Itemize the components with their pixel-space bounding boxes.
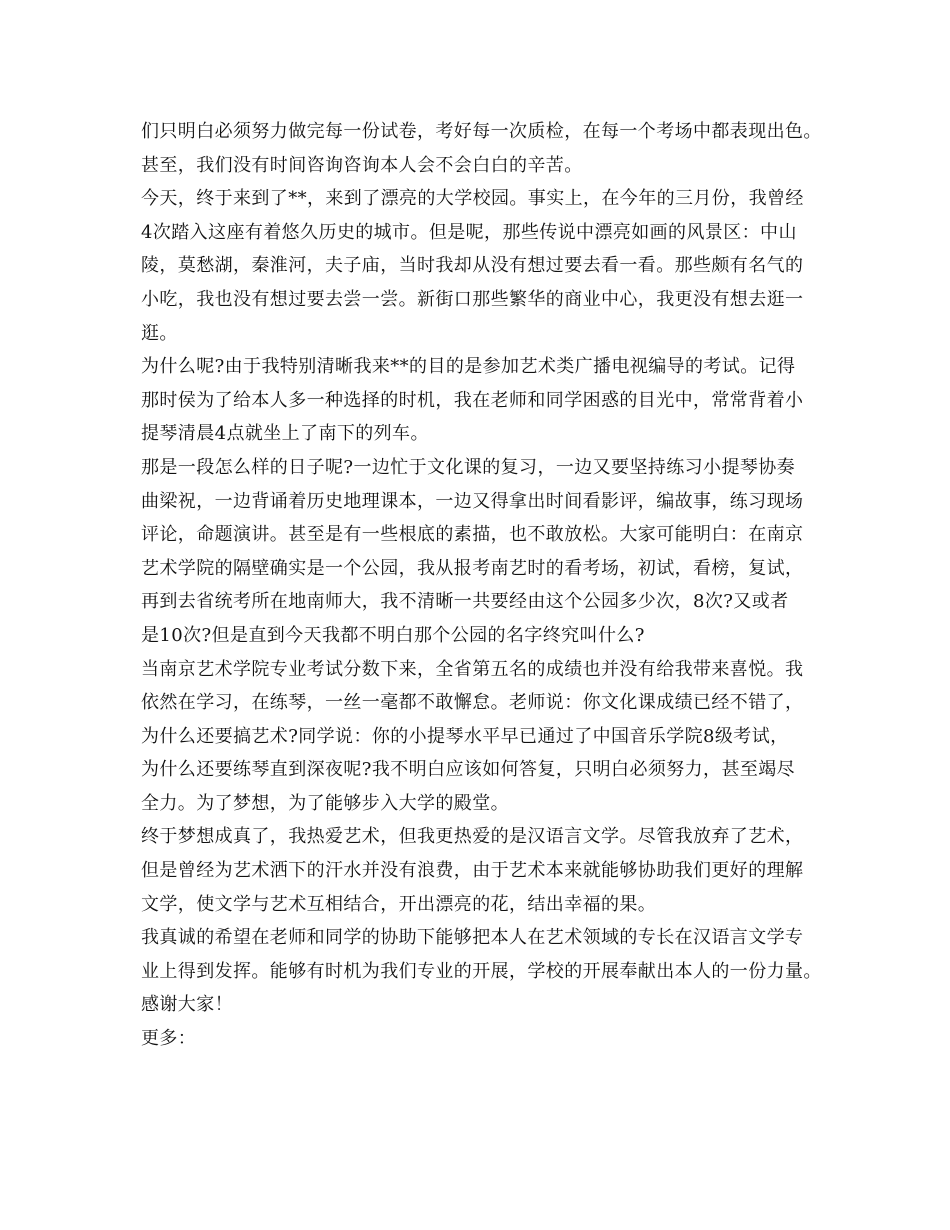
text-line: 终于梦想成真了，我热爱艺术，但我更热爱的是汉语言文学。尽管我放弃了艺术， bbox=[141, 826, 804, 848]
text-line: 是10次?但是直到今天我都不明白那个公园的名字终究叫什么? bbox=[141, 624, 645, 646]
text-line: 为什么还要搞艺术?同学说：你的小提琴水平早已通过了中国音乐学院8级考试， bbox=[141, 725, 789, 747]
text-line: 当南京艺术学院专业考试分数下来，全省第五名的成绩也并没有给我带来喜悦。我 bbox=[141, 658, 804, 680]
text-line: 全力。为了梦想，为了能够步入大学的殿堂。 bbox=[141, 792, 509, 814]
more-label: 更多： bbox=[141, 1028, 197, 1050]
text-line: 感谢大家！ bbox=[141, 994, 233, 1016]
text-line: 依然在学习，在练琴，一丝一毫都不敢懈怠。老师说：你文化课成绩已经不错了， bbox=[141, 692, 804, 714]
text-line: 提琴清晨4点就坐上了南下的列车。 bbox=[141, 423, 429, 445]
text-line: 为什么呢?由于我特别清晰我来**的目的是参加艺术类广播电视编导的考试。记得 bbox=[141, 356, 796, 378]
text-line: 文学，使文学与艺术互相结合，开出漂亮的花，结出幸福的果。 bbox=[141, 893, 657, 915]
text-line: 甚至，我们没有时间咨询咨询本人会不会白白的辛苦。 bbox=[141, 154, 583, 176]
text-line: 逛。 bbox=[141, 322, 178, 344]
text-line: 那时侯为了给本人多一种选择的时机，我在老师和同学困惑的目光中，常常背着小 bbox=[141, 389, 804, 411]
text-line: 陵，莫愁湖，秦淮河，夫子庙，当时我却从没有想过要去看一看。那些颇有名气的 bbox=[141, 255, 804, 277]
text-line: 今天，终于来到了**，来到了漂亮的大学校园。事实上，在今年的三月份，我曾经 bbox=[141, 188, 804, 210]
text-line: 们只明白必须努力做完每一份试卷，考好每一次质检，在每一个考场中都表现出色。 bbox=[141, 121, 822, 142]
text-line: 再到去省统考所在地南师大，我不清晰一共要经由这个公园多少次，8次?又或者 bbox=[141, 591, 789, 613]
text-line: 但是曾经为艺术洒下的汗水并没有浪费，由于艺术本来就能够协助我们更好的理解 bbox=[141, 860, 804, 882]
body-text bbox=[141, 115, 821, 1056]
text-line: 4次踏入这座有着悠久历史的城市。但是呢，那些传说中漂亮如画的风景区：中山 bbox=[141, 221, 797, 243]
text-line: 曲梁祝，一边背诵着历史地理课本，一边又得拿出时间看影评，编故事，练习现场 bbox=[141, 490, 804, 512]
text-line: 业上得到发挥。能够有时机为我们专业的开展，学校的开展奉献出本人的一份力量。 bbox=[141, 960, 822, 982]
text-line: 为什么还要练琴直到深夜呢?我不明白应该如何答复，只明白必须努力，甚至竭尽 bbox=[141, 759, 796, 781]
text-line: 艺术学院的隔壁确实是一个公园，我从报考南艺时的看考场，初试，看榜，复试， bbox=[141, 557, 804, 579]
text-line: 评论，命题演讲。甚至是有一些根底的素描，也不敢放松。大家可能明白：在南京 bbox=[141, 524, 804, 546]
text-line: 小吃，我也没有想过要去尝一尝。新街口那些繁华的商业中心，我更没有想去逛一 bbox=[141, 288, 804, 310]
text-line: 我真诚的希望在老师和同学的协助下能够把本人在艺术领域的专长在汉语言文学专 bbox=[141, 927, 804, 949]
text-line: 那是一段怎么样的日子呢?一边忙于文化课的复习，一边又要坚持练习小提琴协奏 bbox=[141, 456, 796, 478]
